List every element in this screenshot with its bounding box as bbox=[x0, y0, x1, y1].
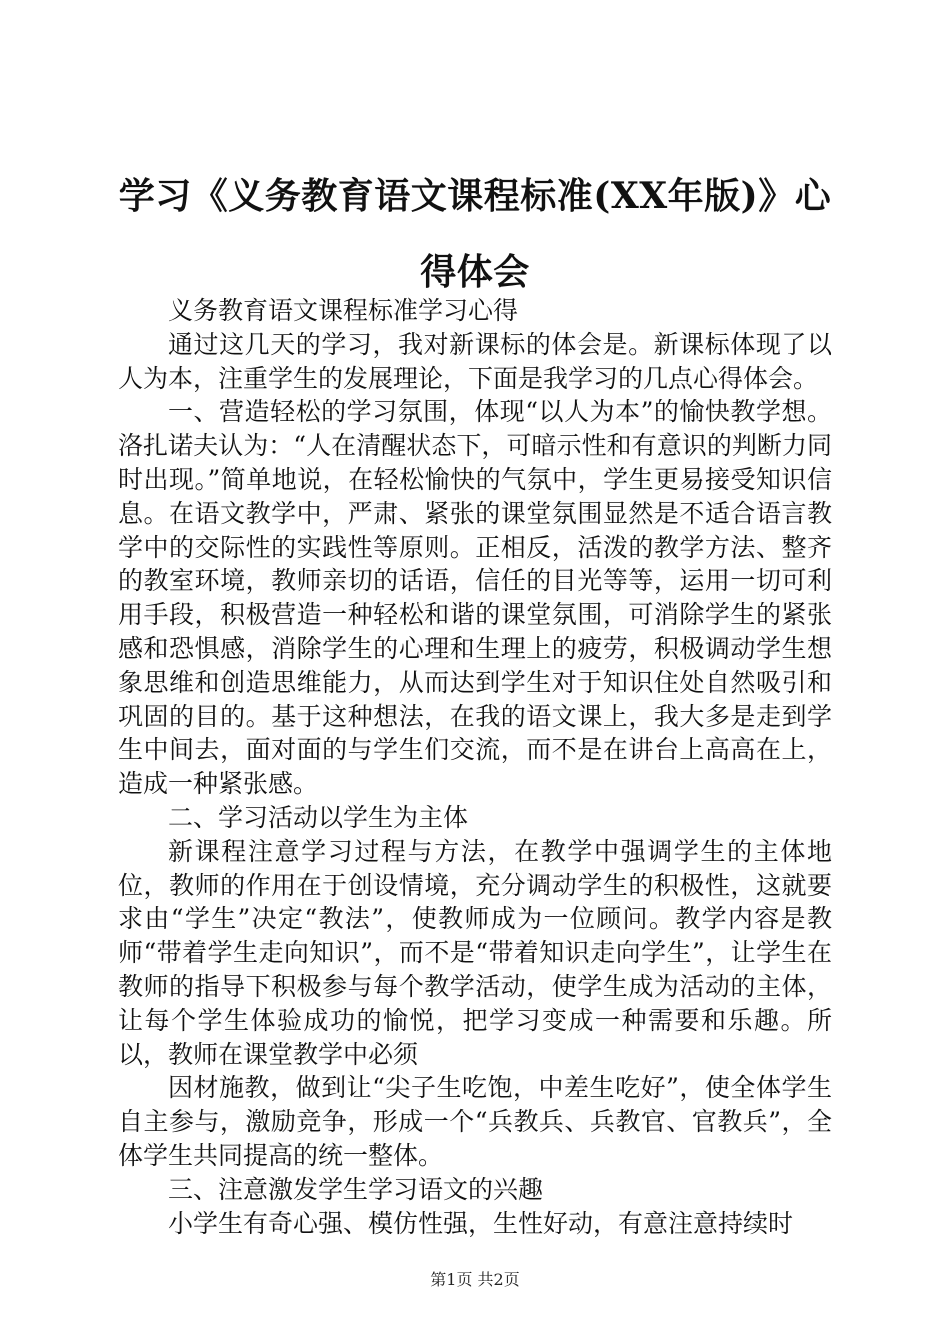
section-heading-2: 二、学习活动以学生为主体 bbox=[168, 802, 469, 832]
paragraph-section-1: 一、营造轻松的学习氛围，体现“以人为本”的愉快教学想。洛扎诺夫认为：“人在清醒状态下，可暗示性和有意识的判断力同时出现。”简单地说，在轻松愉快的气氛中，学生更易接受知识信息。在语文教学中，严肃、紧张的课堂氛围显然是不适合语言教学中的交际性的实践性等原则。正相反，活泼的教学方法、整齐的教室环境，教师亲切的话语，信任的目光等等，运用一切可利用手段，积极营造一种轻松和谐的课堂氛围，可消除学生的紧张感和恐惧感，消除学生的心理和生理上的疲劳，积极调动学生想象思维和创造思维能力，从而达到学生对于知识住处自然吸引和巩固的目的。基于这种想法，在我的语文课上，我大多是走到学生中间去，面对面的与学生们交流，而不是在讲台上高高在上，造成一种紧张感。 bbox=[118, 397, 832, 799]
paragraph-section-2: 新课程注意学习过程与方法，在教学中强调学生的主体地位，教师的作用在于创设情境，充分调动学生的积极性，这就要求由“学生”决定“教法”，使教师成为一位顾问。教学内容是教师“带着学生走向知识”，而不是“带着知识走向学生”，让学生在教师的指导下积极参与每个教学活动，使学生成为活动的主体，让每个学生体验成功的愉悦，把学习变成一种需要和乐趣。所以，教师在课堂教学中必须 bbox=[118, 836, 832, 1069]
document-body bbox=[118, 294, 832, 1240]
paragraph-section-2-continued: 因材施教，做到让“尖子生吃饱，中差生吃好”，使全体学生自主参与，激励竞争，形成一个“兵教兵、兵教官、官教兵”，全体学生共同提高的统一整体。 bbox=[118, 1073, 832, 1170]
paragraph-subtitle: 义务教育语文课程标准学习心得 bbox=[168, 296, 519, 325]
paragraph-section-3: 小学生有奇心强、模仿性强，生性好动，有意注意持续时 bbox=[168, 1208, 794, 1238]
document-title: 学习《义务教育语文课程标准(XX年版)》心得体会 bbox=[118, 175, 832, 293]
section-heading-3: 三、注意激发学生学习语文的兴趣 bbox=[168, 1174, 544, 1204]
page-footer: 第1页 共2页 bbox=[430, 1270, 520, 1289]
paragraph-intro: 通过这几天的学习，我对新课标的体会是。新课标体现了以人为本，注重学生的发展理论，下面是我学习的几点心得体会。 bbox=[118, 329, 832, 393]
